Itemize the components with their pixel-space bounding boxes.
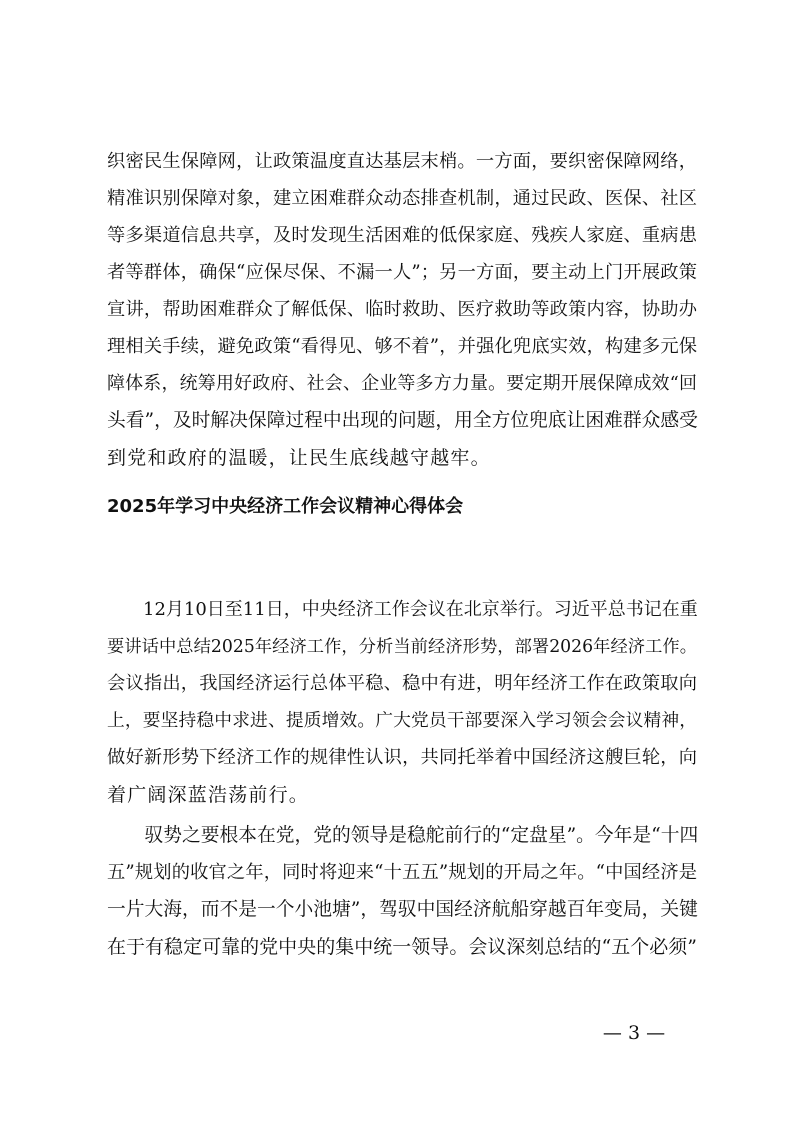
paragraph-line: 者等群体，确保“应保尽保、不漏一人”；另一方面，要主动上门开展政策 [107, 262, 697, 283]
paragraph-line: 要讲话中总结2025年经济工作，分析当前经济形势，部署2026年经济工作。 [107, 637, 697, 657]
paragraph-line: 理相关手续，避免政策“看得见、够不着”，并强化兜底实效，构建多元保 [107, 336, 697, 357]
paragraph-line: 会议指出，我国经济运行总体平稳、稳中有进，明年经济工作在政策取向 [107, 673, 697, 694]
paragraph-line: 精准识别保障对象，建立困难群众动态排查机制，通过民政、医保、社区 [107, 188, 697, 209]
paragraph-line: 到党和政府的温暖，让民生底线越守越牢。 [107, 447, 491, 469]
paragraph-line: 驭势之要根本在党，党的领导是稳舵前行的“定盘星”。今年是“十四 [107, 825, 699, 846]
paragraph-line: 织密民生保障网，让政策温度直达基层末梢。一方面，要织密保障网络， [107, 151, 697, 172]
paragraph-line: 宣讲，帮助困难群众了解低保、临时救助、医疗救助等政策内容，协助办 [107, 299, 697, 320]
paragraph-line: 一片大海，而不是一个小池塘”，驾驭中国经济航船穿越百年变局，关键 [107, 899, 698, 920]
paragraph-line: 做好新形势下经济工作的规律性认识，共同托举着中国经济这艘巨轮，向 [107, 747, 697, 768]
paragraph-line: 在于有稳定可靠的党中央的集中统一领导。会议深刻总结的“五个必须” [107, 936, 697, 958]
paragraph-line: 障体系，统筹用好政府、社会、企业等多方力量。要定期开展保障成效“回 [107, 373, 697, 394]
paragraph-line: 12月10日至11日，中央经济工作会议在北京举行。习近平总书记在重 [107, 599, 698, 620]
paragraph-line: 着广阔深蓝浩荡前行。 [107, 784, 310, 806]
paragraph-line: 头看”，及时解决保障过程中出现的问题，用全方位兜底让困难群众感受 [107, 410, 698, 431]
article-heading: 2025年学习中央经济工作会议精神心得体会 [107, 496, 464, 517]
paragraph-line: 五”规划的收官之年，同时将迎来“十五五”规划的开局之年。“中国经济是 [107, 862, 697, 883]
page-number: — 3 — [602, 1022, 666, 1044]
paragraph-line: 等多渠道信息共享，及时发现生活困难的低保家庭、残疾人家庭、重病患 [107, 225, 697, 246]
paragraph-line: 上，要坚持稳中求进、提质增效。广大党员干部要深入学习领会会议精神， [107, 711, 697, 731]
